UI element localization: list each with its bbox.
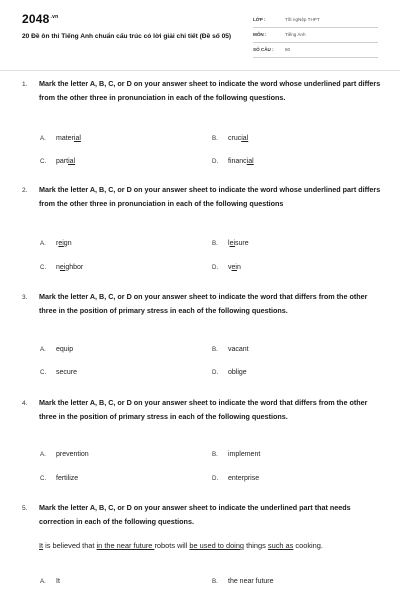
question-text: Mark the letter A, B, C, or D on your answer sheet to indicate the word whose underlined part differs from the other three in pronunciation in each of the following questions [39, 185, 381, 208]
option-a[interactable]: A. equip [40, 346, 74, 353]
meta-row-count [253, 43, 378, 58]
option-a[interactable]: A. It [40, 578, 60, 585]
logo-text: 2048 [22, 12, 50, 26]
document-header [0, 0, 400, 70]
option-d[interactable]: D. enterprise [212, 475, 260, 482]
option-b[interactable]: B. the near future [212, 578, 274, 585]
question-text: Mark the letter A, B, C, or D on your answer sheet to indicate the word that differs from the other three in the position of primary stress in each of the following questions. [39, 292, 368, 315]
meta-label: MÔN : [253, 32, 267, 37]
sentence-part: is believed that [43, 541, 97, 550]
option-a[interactable]: A. prevention [40, 451, 89, 458]
sentence-part: robots will [154, 541, 190, 550]
option-b[interactable]: B. vacant [212, 346, 249, 353]
option-c[interactable]: C. secure [40, 369, 78, 376]
sentence-part: cooking. [293, 541, 323, 550]
meta-label: SỐ CÂU : [253, 47, 274, 52]
document-title: 20 Đề ôn thi Tiếng Anh chuẩn cấu trúc có lời giải chi tiết (Đề số 05) [22, 33, 232, 40]
question-number: 1. [22, 81, 28, 88]
site-logo[interactable] [22, 12, 58, 26]
sentence-part: It [39, 541, 44, 550]
option-d[interactable]: D. financial [212, 158, 254, 165]
question-number: 4. [22, 400, 28, 407]
question-number: 5. [22, 505, 28, 512]
sentence-part: things [244, 541, 268, 550]
option-b[interactable]: B. implement [212, 451, 261, 458]
option-c[interactable]: C. partial [40, 158, 76, 165]
question-number: 3. [22, 294, 28, 301]
question-number: 2. [22, 187, 28, 194]
question-text: Mark the letter A, B, C, or D on your answer sheet to indicate the underlined part that needs correction in each of the following questions. [39, 503, 351, 526]
sentence-part: such as [267, 541, 294, 550]
question-text: Mark the letter A, B, C, or D on your answer sheet to indicate the word that differs from the other three in the position of primary stress in each of the following questions. [39, 398, 368, 421]
meta-value: 50 [285, 47, 291, 52]
option-a[interactable]: A. material [40, 135, 81, 142]
option-c[interactable]: C. fertilize [40, 475, 79, 482]
sentence-part: in the near future [96, 541, 155, 550]
question-text: Mark the letter A, B, C, or D on your answer sheet to indicate the word whose underlined part differs from the other three in pronunciation in each of the following questions. [39, 79, 381, 102]
option-a[interactable]: A. reign [40, 240, 72, 247]
option-b[interactable]: B. crucial [212, 135, 249, 142]
option-c[interactable]: C. neighbor [40, 264, 84, 271]
option-b[interactable]: B. leisure [212, 240, 249, 247]
meta-label: LỚP : [253, 17, 266, 22]
meta-row-class [253, 13, 378, 28]
option-d[interactable]: D. vein [212, 264, 241, 271]
sentence-part: be used to doing [189, 541, 245, 550]
option-d[interactable]: D. oblige [212, 369, 247, 376]
meta-value: Tiếng Anh [285, 32, 306, 37]
header-divider [0, 70, 400, 71]
meta-value: Tốt ngNệp THPT [285, 17, 320, 22]
error-sentence [39, 539, 379, 552]
logo-suffix: .vn [50, 14, 59, 20]
meta-row-subject [253, 28, 378, 43]
